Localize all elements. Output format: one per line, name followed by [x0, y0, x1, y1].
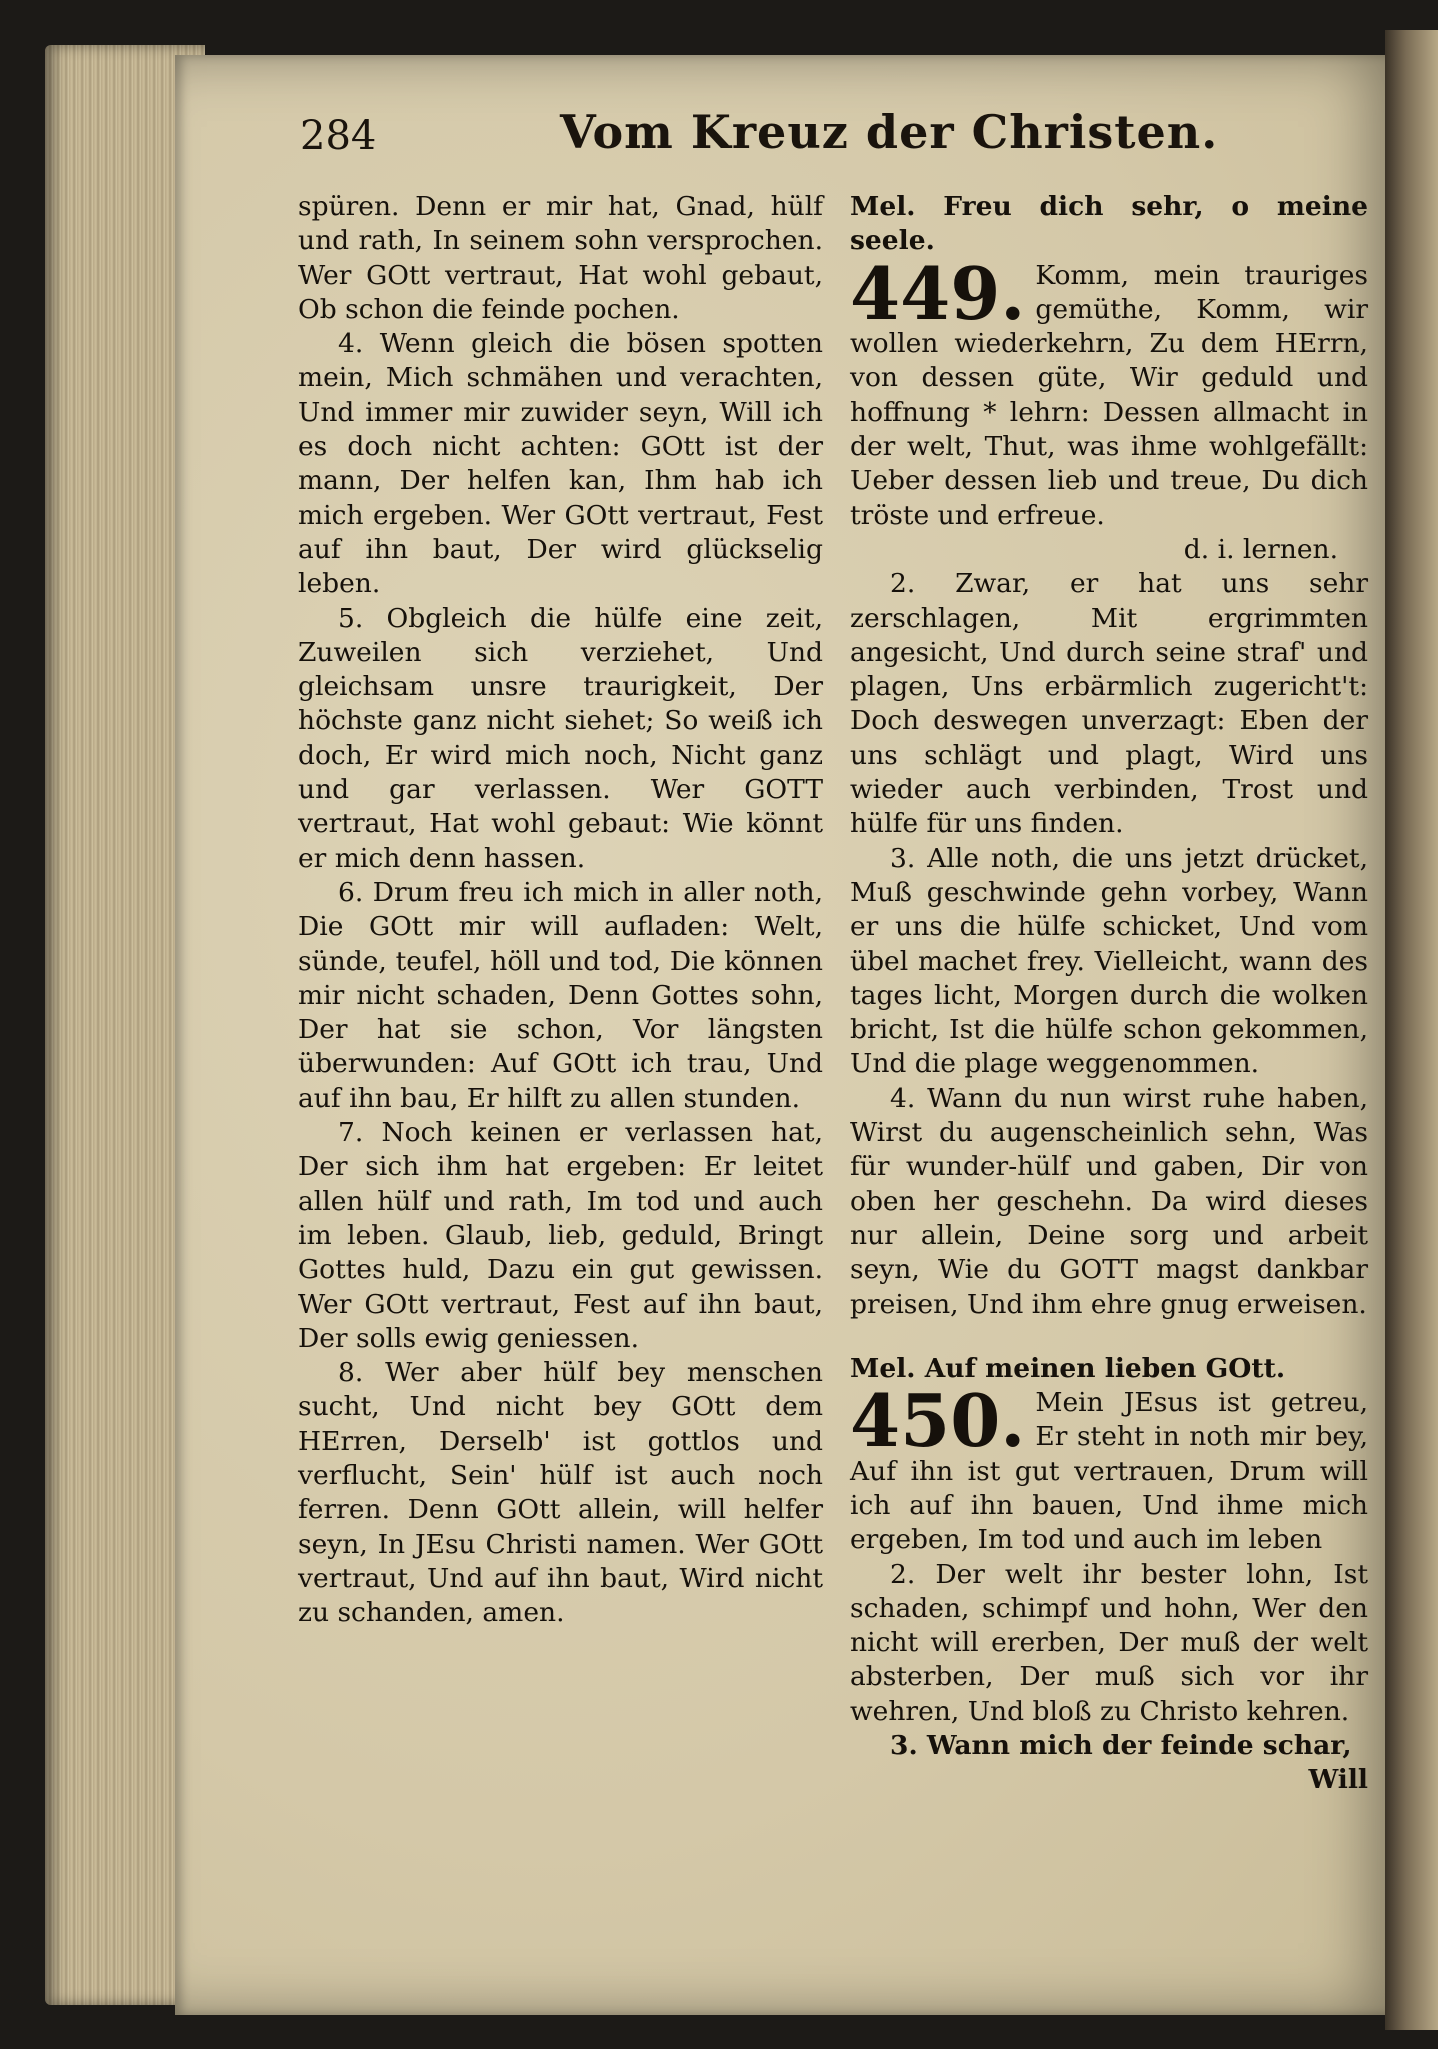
hymn-450-melody: Mel. Auf meinen lieben GOtt.: [850, 1352, 1286, 1384]
hymn-449-verse-2: 2. Zwar, er hat uns sehr zerschlagen, Mit ergrimmten angesicht, Und durch seine straf' und plagen, Uns erbärmlich zugericht't: Doch deswegen unverzagt: Eben der uns schlägt und plagt, Wird uns wieder auch verbinden, Trost und hülfe für uns finden.: [850, 568, 1368, 840]
verse-4: 4. Wenn gleich die bösen spotten mein, Mich schmähen und verachten, Und immer mir zuwider seyn, Will ich es doch nicht achten: GOtt ist der mann, Der helfen kan, Ihm hab ich mich ergeben. Wer GOtt vertraut, Fest auf ihn baut, Der wird glückselig leben.: [298, 328, 823, 600]
hymn-449-verse-1: Komm, mein trauriges gemüthe, Komm, wir wollen wiederkehrn, Zu dem HErrn, von dessen güte, Wir geduld und hoffnung * lehrn: Dessen allmacht in der welt, Thut, was ihme wohlgefällt: Ueber dessen lieb und treue, Du dich tröste und erfreue.: [850, 259, 1368, 531]
catchword: Will: [1308, 1764, 1368, 1796]
verse-8: 8. Wer aber hülf bey menschen sucht, Und nicht bey GOtt dem HErren, Derselb' ist gottlos und verflucht, Sein' hülf ist auch noch ferren. Denn GOtt allein, will helfer seyn, In JEsu Christi namen. Wer GOtt vertraut, Und auf ihn baut, Wird nicht zu schanden, amen.: [298, 1357, 823, 1629]
hymn-450-verse-2: 2. Der welt ihr bester lohn, Ist schaden, schimpf und hohn, Wer den nicht will ererben, Der muß der welt absterben, Der muß sich vor ihr wehren, Und bloß zu Christo kehren.: [850, 1558, 1368, 1727]
book-gutter: [1385, 30, 1438, 2030]
hymn-449-melody: Mel. Freu dich sehr, o meine seele.: [850, 191, 1368, 257]
hymn-450-verse-1: Mein JEsus ist getreu, Er steht in noth mir bey, Auf ihn ist gut vertrauen, Drum will ich auf ihn bauen, Und ihme mich ergeben, Im tod und auch im leben: [850, 1387, 1368, 1556]
section-spacer: [850, 1322, 1368, 1352]
hymn-450: [850, 1378, 1368, 1557]
right-column: [850, 190, 1368, 1798]
verse-5: 5. Obgleich die hülfe eine zeit, Zuweilen sich verziehet, Und gleichsam unsre traurigkeit, Der höchste ganz nicht siehet; So weiß ich doch, Er wird mich noch, Nicht ganz und gar verlassen. Wer GOTT vertraut, Hat wohl gebaut: Wie könnt er mich denn hassen.: [298, 602, 823, 874]
hymn-449-number: 449.: [850, 250, 1026, 336]
running-head: [300, 105, 1300, 165]
verse-6: 6. Drum freu ich mich in aller noth, Die GOtt mir will aufladen: Welt, sünde, teufel, höll und tod, Die können mir nicht schaden, Denn Gottes sohn, Der hat sie schon, Vor längsten überwunden: Auf GOtt ich trau, Und auf ihn bau, Er hilft zu allen stunden.: [298, 876, 823, 1114]
hymn-449-note: d. i. lernen.: [1183, 533, 1338, 565]
hymn-450-verse-3: 3. Wann mich der feinde schar,: [890, 1730, 1352, 1762]
continuation-text: spüren. Denn er mir hat, Gnad, hülf und rath, In seinem sohn versprochen. Wer GOtt vertraut, Hat wohl gebaut, Ob schon die feinde pochen.: [298, 191, 823, 325]
running-title: Vom Kreuz der Christen.: [560, 105, 1219, 159]
verse-7: 7. Noch keinen er verlassen hat, Der sich ihm hat ergeben: Er leitet allen hülf und rath, Im tod und auch im leben. Glaub, lieb, geduld, Bringt Gottes huld, Dazu ein gut gewissen. Wer GOtt vertraut, Fest auf ihn baut, Der solls ewig geniessen.: [298, 1117, 823, 1354]
left-column: [298, 190, 823, 1630]
hymn-450-number: 450.: [850, 1378, 1026, 1464]
hymn-449-verse-3: 3. Alle noth, die uns jetzt drücket, Muß geschwinde gehn vorbey, Wann er uns die hülfe schicket, Und vom übel machet frey. Vielleicht, wann des tages licht, Morgen durch die wolken bricht, Ist die hülfe schon gekommen, Und die plage weggenommen.: [850, 842, 1368, 1080]
hymn-449: [850, 250, 1368, 533]
page-number: 284: [300, 113, 377, 159]
hymn-449-verse-4: 4. Wann du nun wirst ruhe haben, Wirst du augenscheinlich sehn, Was für wunder-hülf und gaben, Dir von oben her geschehn. Da wird dieses nur allein, Deine sorg und arbeit seyn, Wie du GOTT magst dankbar preisen, Und ihm ehre gnug erweisen.: [850, 1082, 1368, 1320]
